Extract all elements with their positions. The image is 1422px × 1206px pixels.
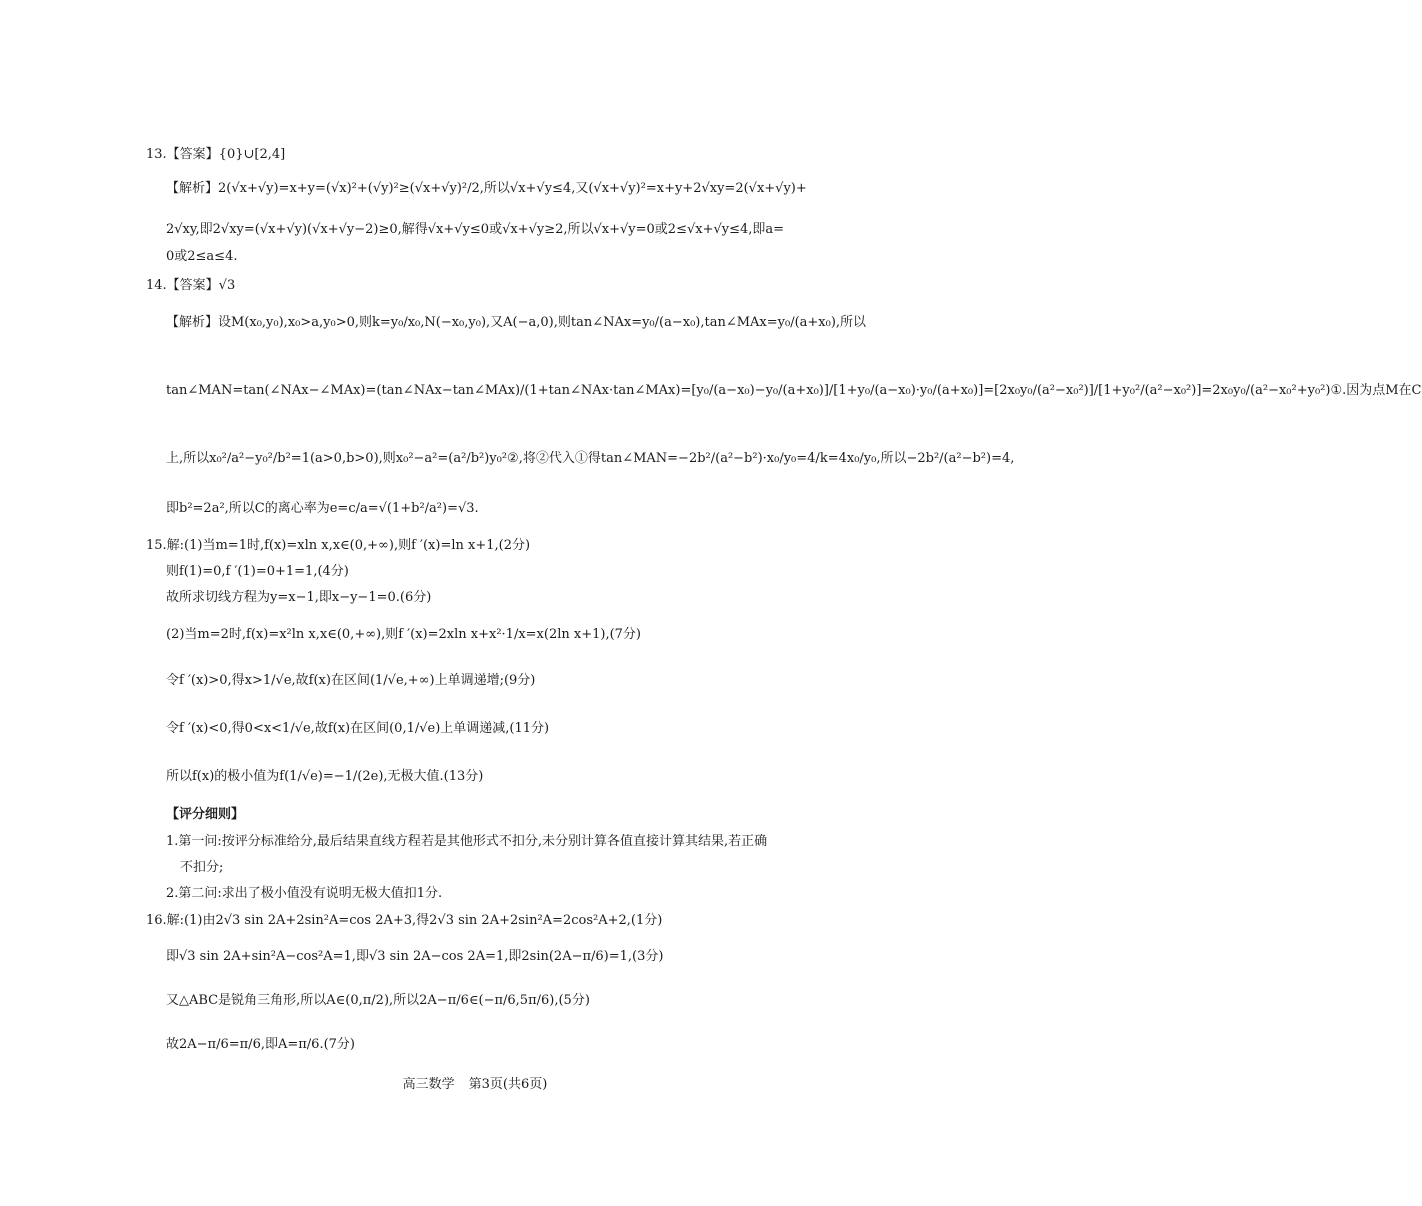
footer-page-number: 第3页(共6页)	[468, 1077, 548, 1092]
q15-line-2: 则f(1)=0,f ′(1)=0+1=1,(4分)	[166, 564, 349, 579]
q13-analysis-line-3: 0或2≤a≤4.	[166, 249, 238, 264]
q14-answer: 14.【答案】√3	[146, 278, 236, 293]
q16-line-4: 故2A−π/6=π/6,即A=π/6.(7分)	[166, 1037, 355, 1052]
grading-rule-2: 2.第二问:求出了极小值没有说明无极大值扣1分.	[166, 886, 443, 901]
q13-answer: 13.【答案】{0}∪[2,4]	[146, 147, 286, 162]
page-footer	[0, 1073, 950, 1092]
q16-line-1: 16.解:(1)由2√3 sin 2A+2sin²A=cos 2A+3,得2√3 sin 2A+2sin²A=2cos²A+2,(1分)	[146, 913, 663, 928]
q14-analysis-line-2: tan∠MAN=tan(∠NAx−∠MAx)=(tan∠NAx−tan∠MAx)/(1+tan∠NAx·tan∠MAx)=[y₀/(a−x₀)−y₀/(a+x₀)]/[1+y₀/(a−x₀)·y₀/(a+x₀)]=[2x₀y₀/(a²−x₀²)]/[1+y₀²/(a²−x₀²)]=2x₀y₀/(a²−x₀²+y₀²)①.因为点M在C	[166, 383, 1422, 398]
q14-analysis-line-4: 即b²=2a²,所以C的离心率为e=c/a=√(1+b²/a²)=√3.	[166, 501, 479, 516]
q13-analysis-line-2: 2√xy,即2√xy=(√x+√y)(√x+√y−2)≥0,解得√x+√y≤0或√x+√y≥2,所以√x+√y=0或2≤√x+√y≤4,即a=	[166, 222, 785, 237]
grading-rule-1-cont: 不扣分;	[180, 860, 224, 875]
grading-rule-1: 1.第一问:按评分标准给分,最后结果直线方程若是其他形式不扣分,未分别计算各值直接计算其结果,若正确	[166, 834, 768, 849]
q15-line-4: (2)当m=2时,f(x)=x²ln x,x∈(0,+∞),则f ′(x)=2xln x+x²·1/x=x(2ln x+1),(7分)	[166, 627, 641, 642]
footer-subject: 高三数学	[402, 1077, 455, 1092]
q14-analysis-line-1: 【解析】设M(x₀,y₀),x₀>a,y₀>0,则k=y₀/x₀,N(−x₀,y₀),又A(−a,0),则tan∠NAx=y₀/(a−x₀),tan∠MAx=y₀/(a+x₀),所以	[166, 315, 867, 330]
q16-line-2: 即√3 sin 2A+sin²A−cos²A=1,即√3 sin 2A−cos 2A=1,即2sin(2A−π/6)=1,(3分)	[166, 949, 664, 964]
q15-line-5: 令f ′(x)>0,得x>1/√e,故f(x)在区间(1/√e,+∞)上单调递增;(9分)	[166, 673, 536, 688]
q14-analysis-line-3: 上,所以x₀²/a²−y₀²/b²=1(a>0,b>0),则x₀²−a²=(a²/b²)y₀²②,将②代入①得tan∠MAN=−2b²/(a²−b²)·x₀/y₀=4/k=4x₀/y₀,所以−2b²/(a²−b²)=4,	[166, 451, 1015, 466]
q15-line-6: 令f ′(x)<0,得0<x<1/√e,故f(x)在区间(0,1/√e)上单调递减,(11分)	[166, 721, 550, 736]
q15-line-3: 故所求切线方程为y=x−1,即x−y−1=0.(6分)	[166, 590, 432, 605]
grading-rules-title: 【评分细则】	[166, 807, 245, 822]
q16-line-3: 又△ABC是锐角三角形,所以A∈(0,π/2),所以2A−π/6∈(−π/6,5π/6),(5分)	[166, 993, 590, 1008]
q15-line-1: 15.解:(1)当m=1时,f(x)=xln x,x∈(0,+∞),则f ′(x)=ln x+1,(2分)	[146, 538, 531, 553]
q13-analysis-line-1: 【解析】2(√x+√y)=x+y=(√x)²+(√y)²≥(√x+√y)²/2,所以√x+√y≤4,又(√x+√y)²=x+y+2√xy=2(√x+√y)+	[166, 181, 807, 196]
q15-line-7: 所以f(x)的极小值为f(1/√e)=−1/(2e),无极大值.(13分)	[166, 769, 484, 784]
